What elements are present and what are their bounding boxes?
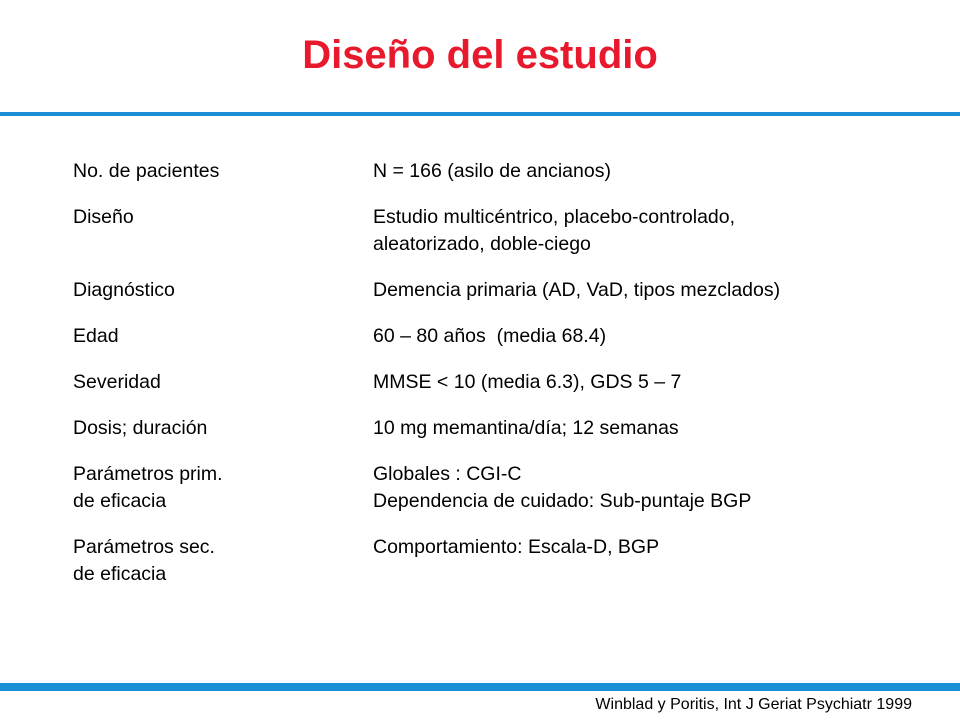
row-value-line: Comportamiento: Escala-D, BGP <box>373 536 660 558</box>
row-label-line: Edad <box>73 325 119 347</box>
row-patients <box>73 158 933 185</box>
row-label <box>73 158 373 185</box>
row-value-line: Demencia primaria (AD, VaD, tipos mezclados) <box>373 279 781 301</box>
row-value-line: N = 166 (asilo de ancianos) <box>373 160 611 182</box>
row-value <box>373 277 933 304</box>
row-value <box>373 534 933 588</box>
row-label <box>73 369 373 396</box>
row-age <box>73 323 933 350</box>
row-primary-endpoints <box>73 461 933 515</box>
row-value <box>373 415 933 442</box>
citation: Winblad y Poritis, Int J Geriat Psychiatr 1999 <box>595 696 912 713</box>
row-value-line: Globales : CGI-C <box>373 463 522 485</box>
row-label-line: Diseño <box>73 206 134 228</box>
row-value <box>373 158 933 185</box>
row-value-line: aleatorizado, doble-ciego <box>373 233 591 255</box>
row-label <box>73 323 373 350</box>
row-value-line: Dependencia de cuidado: Sub-puntaje BGP <box>373 490 752 512</box>
row-dose-duration <box>73 415 933 442</box>
row-label <box>73 204 373 258</box>
row-label-line: No. de pacientes <box>73 160 220 182</box>
row-value-line: MMSE < 10 (media 6.3), GDS 5 – 7 <box>373 371 682 393</box>
row-label-line: de eficacia <box>73 563 167 585</box>
row-value <box>373 323 933 350</box>
row-value <box>373 461 933 515</box>
row-value-line: 10 mg memantina/día; 12 semanas <box>373 417 679 439</box>
row-severity <box>73 369 933 396</box>
row-value <box>373 204 933 258</box>
row-label-line: Diagnóstico <box>73 279 175 301</box>
slide-title: Diseño del estudio <box>302 33 658 77</box>
row-value <box>373 369 933 396</box>
row-value-line: Estudio multicéntrico, placebo-controlado, <box>373 206 736 228</box>
row-secondary-endpoints <box>73 534 933 588</box>
bottom-divider <box>0 683 960 691</box>
row-label-line: Severidad <box>73 371 161 393</box>
row-label-line: Parámetros sec. <box>73 536 215 558</box>
row-label-line: Parámetros prim. <box>73 463 223 485</box>
top-divider <box>0 112 960 116</box>
study-design-table <box>73 158 933 607</box>
row-label <box>73 534 373 588</box>
row-design <box>73 204 933 258</box>
row-label <box>73 415 373 442</box>
row-label <box>73 461 373 515</box>
row-label-line: Dosis; duración <box>73 417 208 439</box>
row-label-line: de eficacia <box>73 490 167 512</box>
row-label <box>73 277 373 304</box>
row-diagnosis <box>73 277 933 304</box>
row-value-line: 60 – 80 años (media 68.4) <box>373 325 607 347</box>
